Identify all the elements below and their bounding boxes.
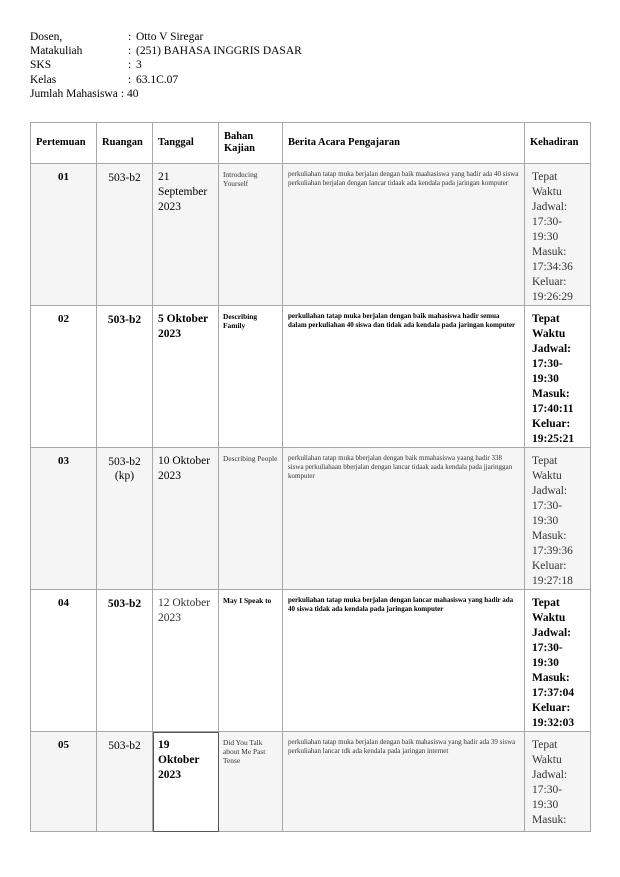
berita-cell: perkuliahan tatap muka berjalan dengan lancar mahasiswa yang hadir ada 40 siswa tidak ada kendala pada jaringan komputer <box>283 590 525 732</box>
berita-cell: perkuliahan tatap muka berjalan dengan baik mahasiswa yang hadir ada 39 siswa perkuliahan lancar tdk ada kendala pada jaringan internet <box>283 732 525 832</box>
ruangan-cell: 503-b2 (kp) <box>97 448 153 590</box>
berita-cell: perkuliahan tatap muka berjalan dengan baik mahasiswa hadir semua dalam perkuliahan 40 siswa dan tidak ada kendala pada jaringan komputer <box>283 306 525 448</box>
ruangan-cell: 503-b2 <box>97 164 153 306</box>
info-sks: SKS : 3 <box>30 59 142 72</box>
col-berita-acara: Berita Acara Pengajaran <box>283 123 525 164</box>
pertemuan-cell: 03 <box>31 448 97 590</box>
pertemuan-cell: 02 <box>31 306 97 448</box>
col-ruangan: Ruangan <box>97 123 153 164</box>
tanggal-cell: 19 Oktober 2023 <box>153 732 219 832</box>
bahan-cell: Describing People <box>219 448 283 590</box>
ruangan-cell: 503-b2 <box>97 306 153 448</box>
col-kehadiran: Kehadiran <box>525 123 591 164</box>
kehadiran-cell: Tepat Waktu Jadwal: 17:30- 19:30 Masuk: 17:37:04 Keluar: 19:32:03 <box>525 590 591 732</box>
tanggal-cell: 12 Oktober 2023 <box>153 590 219 732</box>
kehadiran-cell: Tepat Waktu Jadwal: 17:30- 19:30 Masuk: <box>525 732 591 832</box>
ruangan-cell: 503-b2 <box>97 732 153 832</box>
attendance-table <box>30 122 591 832</box>
info-matakuliah: Matakuliah : (251) BAHASA INGGRIS DASAR <box>30 45 302 58</box>
kehadiran-cell: Tepat Waktu Jadwal: 17:30- 19:30 Masuk: 17:39:36 Keluar: 19:27:18 <box>525 448 591 590</box>
bahan-cell: May I Speak to <box>219 590 283 732</box>
ruangan-cell: 503-b2 <box>97 590 153 732</box>
pertemuan-cell: 05 <box>31 732 97 832</box>
bahan-cell: Describing Family <box>219 306 283 448</box>
bahan-cell: Introducing Yourself <box>219 164 283 306</box>
table-header-row <box>31 123 591 164</box>
table-row <box>31 732 591 832</box>
pertemuan-cell: 01 <box>31 164 97 306</box>
col-pertemuan: Pertemuan <box>31 123 97 164</box>
tanggal-cell: 21 September 2023 <box>153 164 219 306</box>
table-row <box>31 448 591 590</box>
col-bahan-kajian: Bahan Kajian <box>219 123 283 164</box>
course-info <box>30 30 302 101</box>
table-row <box>31 164 591 306</box>
tanggal-cell: 5 Oktober 2023 <box>153 306 219 448</box>
table-row <box>31 590 591 732</box>
table-row <box>31 306 591 448</box>
tanggal-cell: 10 Oktober 2023 <box>153 448 219 590</box>
col-tanggal: Tanggal <box>153 123 219 164</box>
berita-cell: perkuliahan tatap muka berjalan dengan baik maahasiswa yang hadir ada 40 siswa perkuliahan berjalan dengan lancar tidaak ada kendala pada jaringan komputer <box>283 164 525 306</box>
bahan-cell: Did You Talk about Me Past Tense <box>219 732 283 832</box>
kehadiran-cell: Tepat Waktu Jadwal: 17:30- 19:30 Masuk: 17:40:11 Keluar: 19:25:21 <box>525 306 591 448</box>
info-jumlah-mahasiswa: Jumlah Mahasiswa : 40 <box>30 87 139 100</box>
berita-cell: perkuliahan tatap muka bberjalan dengan baik mmahasiswa yaang hadir 338 siswa perkuliahaan bberjalan dengan lancar tidaak aada kendala pada jjaringgan komputer <box>283 448 525 590</box>
info-dosen: Dosen, : Otto V Siregar <box>30 31 204 43</box>
info-kelas: Kelas : 63.1C.07 <box>30 73 179 86</box>
pertemuan-cell: 04 <box>31 590 97 732</box>
kehadiran-cell: Tepat Waktu Jadwal: 17:30- 19:30 Masuk: 17:34:36 Keluar: 19:26:29 <box>525 164 591 306</box>
